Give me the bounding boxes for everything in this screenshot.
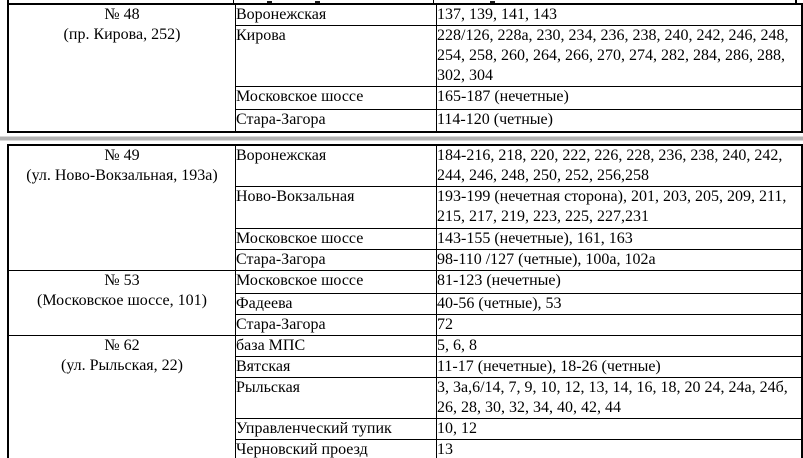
table-row <box>8 145 802 187</box>
school-district-table-2 <box>7 144 803 458</box>
street-name-cell: Воронежская <box>236 4 437 26</box>
house-numbers-cell: 98-110 /127 (четные), 100а, 102а <box>437 249 803 270</box>
page-break-divider <box>0 136 803 141</box>
street-name-cell: Кирова <box>236 26 437 87</box>
school-cell <box>8 270 236 335</box>
school-address: (пр. Кирова, 252) <box>63 26 181 43</box>
street-name-cell: Московское шоссе <box>236 270 437 293</box>
house-numbers-cell: 10, 12 <box>437 418 803 439</box>
house-numbers-cell: 165-187 (нечетные) <box>437 87 803 110</box>
street-name-cell: Стара-Загора <box>236 249 437 270</box>
clipped-text-fragment <box>267 1 272 3</box>
school-address: (ул. Рыльская, 22) <box>61 356 183 374</box>
school-cell <box>8 335 236 458</box>
house-numbers-cell: 143-155 (нечетные), 161, 163 <box>437 228 803 249</box>
house-numbers-cell: 40-56 (четные), 53 <box>437 293 803 314</box>
house-numbers-cell: 72 <box>437 314 803 335</box>
column-border-tick <box>233 0 234 3</box>
clipped-text-fragment <box>315 1 320 3</box>
clipped-row-top <box>7 0 797 3</box>
house-numbers-cell: 184-216, 218, 220, 222, 226, 228, 236, 238, 240, 242, 244, 246, 248, 250, 252, 256,258 <box>437 145 803 187</box>
school-number: № 48 <box>104 6 140 23</box>
house-numbers-cell: 81-123 (нечетные) <box>437 270 803 293</box>
street-name-cell: Московское шоссе <box>236 228 437 249</box>
street-name-cell: Рыльская <box>236 377 437 418</box>
house-numbers-cell: 114-120 (четные) <box>437 110 803 132</box>
street-name-cell: Московское шоссе <box>236 87 437 110</box>
school-number: № 49 <box>104 146 140 164</box>
house-numbers-cell: 13 <box>437 439 803 458</box>
street-name-cell: Фадеева <box>236 293 437 314</box>
house-numbers-cell: 228/126, 228а, 230, 234, 236, 238, 240, 242, 246, 248, 254, 258, 260, 264, 266, 270, 274, 282, 284, 286, 288, 302, 304 <box>437 26 803 87</box>
table-row <box>8 4 802 26</box>
street-name-cell: Стара-Загора <box>236 314 437 335</box>
school-district-table-1 <box>7 3 803 133</box>
house-numbers-cell: 193-199 (нечетная сторона), 201, 203, 205, 209, 211, 215, 217, 219, 223, 225, 227,231 <box>437 186 803 228</box>
column-border-tick <box>433 0 434 3</box>
street-name-cell: база МПС <box>236 335 437 356</box>
house-numbers-cell: 3, 3а,6/14, 7, 9, 10, 12, 13, 14, 16, 18, 20 24, 24а, 24б, 26, 28, 30, 32, 34, 40, 42, 44 <box>437 377 803 418</box>
school-cell <box>8 145 236 271</box>
street-name-cell: Стара-Загора <box>236 110 437 132</box>
clipped-text-fragment <box>490 1 495 3</box>
table-row <box>8 335 802 356</box>
school-address: (Московское шоссе, 101) <box>37 291 207 309</box>
house-numbers-cell: 137, 139, 141, 143 <box>437 4 803 26</box>
table-row <box>8 270 802 293</box>
house-numbers-cell: 11-17 (нечетные), 18-26 (четные) <box>437 356 803 377</box>
street-name-cell: Вятская <box>236 356 437 377</box>
street-name-cell: Воронежская <box>236 145 437 187</box>
house-numbers-cell: 5, 6, 8 <box>437 335 803 356</box>
street-name-cell: Черновский проезд <box>236 439 437 458</box>
street-name-cell: Ново-Вокзальная <box>236 186 437 228</box>
school-cell <box>8 4 236 132</box>
school-address: (ул. Ново-Вокзальная, 193а) <box>26 166 218 184</box>
street-name-cell: Управленческий тупик <box>236 418 437 439</box>
school-number: № 53 <box>104 271 140 289</box>
school-number: № 62 <box>104 336 140 354</box>
